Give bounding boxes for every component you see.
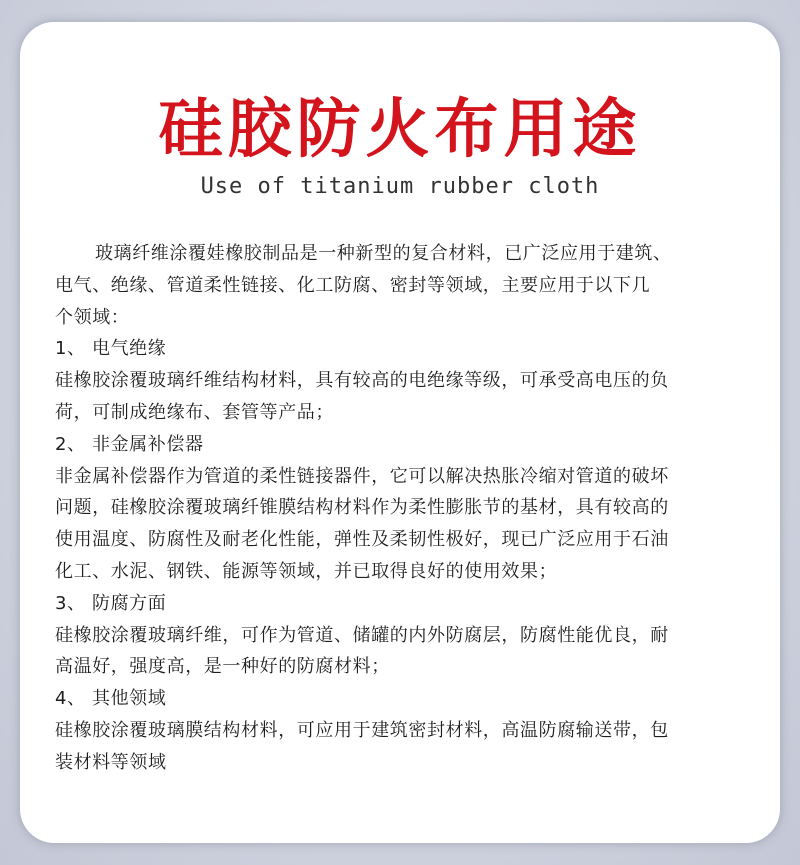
section-text-line: 硅橡胶涂覆玻璃膜结构材料，可应用于建筑密封材料，高温防腐输送带，包 [55, 719, 669, 741]
section-text-line: 化工、水泥、钢铁、能源等领域，并已取得良好的使用效果； [55, 560, 558, 582]
section-text-line: 荷，可制成绝缘布、套管等产品； [55, 401, 334, 423]
section-text-line: 装材料等领域 [55, 751, 167, 773]
section-heading-other-fields: 4、 其他领域 [55, 688, 167, 710]
section-heading-electrical-insulation: 1、 电气绝缘 [55, 338, 167, 360]
section-heading-non-metallic-compensator: 2、 非金属补偿器 [55, 433, 204, 455]
section-text-line: 问题，硅橡胶涂覆玻璃纤锥膜结构材料作为柔性膨胀节的基材，具有较高的 [55, 497, 669, 519]
section-text-line: 高温好，强度高，是一种好的防腐材料； [55, 656, 390, 678]
intro-line: 玻璃纤维涂覆娃橡胶制品是一种新型的复合材料，已广泛应用于建筑、 [95, 243, 672, 264]
section-text-line: 硅橡胶涂覆玻璃纤维，可作为管道、储罐的内外防腐层，防腐性能优良，耐 [55, 624, 669, 646]
page-subtitle: Use of titanium rubber cloth [200, 174, 600, 199]
section-text-line: 非金属补偿器作为管道的柔性链接器件，它可以解决热胀冷缩对管道的破坏 [55, 465, 669, 487]
intro-line: 电气、绝缘、管道柔性链接、化工防腐、密封等领域，主要应用于以下几 [55, 274, 651, 296]
page-title: 硅胶防火布用途 [158, 93, 642, 167]
section-text-line: 使用温度、防腐性及耐老化性能，弹性及柔韧性极好，现已广泛应用于石油 [55, 529, 669, 551]
intro-line: 个领域： [55, 306, 130, 328]
article-body [55, 238, 755, 779]
section-heading-anticorrosion: 3、 防腐方面 [55, 592, 167, 614]
section-text-line: 硅橡胶涂覆玻璃纤维结构材料，具有较高的电绝缘等级，可承受高电压的负 [55, 370, 669, 392]
